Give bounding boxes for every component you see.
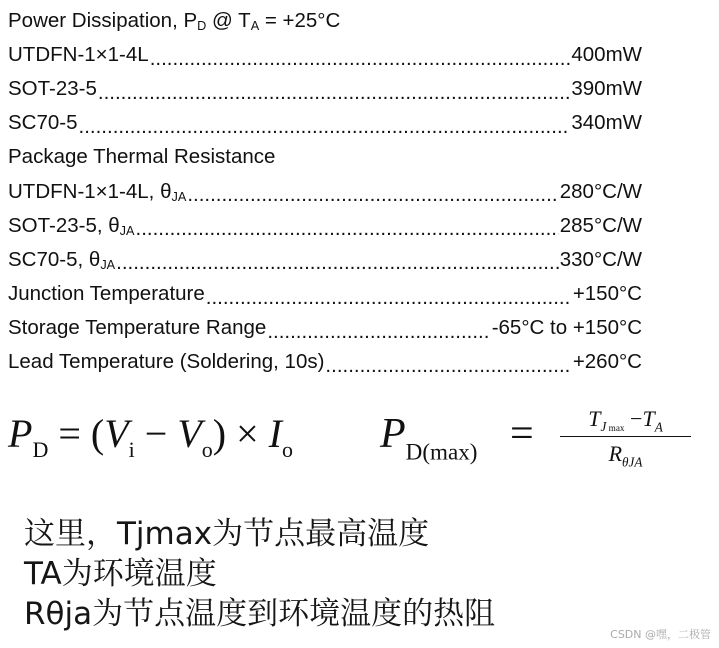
spec-label-sub: JA bbox=[171, 188, 187, 204]
spec-value: +150°C bbox=[572, 281, 642, 305]
spec-table bbox=[8, 4, 642, 379]
dot-leader bbox=[150, 49, 571, 70]
spec-label bbox=[8, 43, 149, 67]
spec-row bbox=[8, 345, 642, 379]
spec-row bbox=[8, 209, 642, 243]
dot-leader bbox=[187, 185, 558, 206]
spec-label bbox=[8, 214, 135, 238]
f1-v1-sub: i bbox=[128, 436, 135, 462]
spec-row bbox=[8, 277, 642, 311]
spec-row bbox=[8, 72, 642, 106]
spec-heading bbox=[8, 4, 642, 38]
f2-tj-sub bbox=[600, 419, 624, 434]
spec-value: -65°C to +150°C bbox=[491, 315, 642, 339]
dot-leader bbox=[116, 253, 559, 274]
f2-lhs bbox=[380, 410, 478, 465]
spec-label-sub: D bbox=[197, 18, 207, 34]
spec-label bbox=[8, 248, 115, 272]
spec-label-text: = +25°C bbox=[259, 9, 341, 33]
spec-value: 330°C/W bbox=[559, 247, 642, 271]
f2-num-minus: − bbox=[624, 406, 643, 431]
note-line: 这里，Tjmax为节点最高温度 bbox=[24, 516, 430, 552]
dot-leader bbox=[136, 219, 559, 240]
explanation-notes bbox=[24, 514, 495, 634]
dot-leader bbox=[267, 322, 490, 343]
spec-label bbox=[8, 350, 324, 374]
f2-ta-sub: A bbox=[654, 419, 663, 435]
note-line: Rθja为节点温度到环境温度的热阻 bbox=[24, 596, 496, 632]
f1-v1: V bbox=[104, 411, 129, 456]
spec-label-text: Package Thermal Resistance bbox=[8, 145, 276, 169]
dot-leader bbox=[206, 288, 572, 309]
f1-p-sub: D bbox=[32, 436, 49, 462]
f1-minus: − bbox=[134, 411, 178, 456]
spec-label bbox=[8, 180, 186, 204]
spec-label-sub: JA bbox=[119, 222, 135, 238]
f2-p-sub: D(max) bbox=[405, 438, 478, 465]
spec-value: 340mW bbox=[571, 111, 642, 135]
spec-label bbox=[8, 77, 97, 101]
spec-label-text: SOT-23-5 bbox=[8, 77, 97, 101]
power-dissipation-formula bbox=[8, 410, 293, 462]
spec-value: 390mW bbox=[571, 77, 642, 101]
f1-close: ) × bbox=[212, 411, 269, 456]
f1-p: P bbox=[8, 411, 33, 456]
spec-row bbox=[8, 311, 642, 345]
spec-label bbox=[8, 9, 340, 33]
spec-label bbox=[8, 145, 275, 169]
f2-denominator bbox=[558, 437, 693, 470]
spec-value: 285°C/W bbox=[559, 213, 642, 237]
spec-value: +260°C bbox=[572, 349, 642, 373]
f2-fraction bbox=[558, 404, 693, 470]
spec-heading bbox=[8, 140, 642, 174]
spec-label-text: UTDFN-1×1-4L bbox=[8, 43, 149, 67]
spec-label bbox=[8, 111, 78, 135]
spec-value: 280°C/W bbox=[559, 179, 642, 203]
spec-row bbox=[8, 106, 642, 140]
spec-label-text: SC70-5, θ bbox=[8, 247, 101, 271]
spec-label-text: Junction Temperature bbox=[8, 281, 205, 305]
watermark: CSDN @嘿，二极管 bbox=[610, 628, 711, 641]
dot-leader bbox=[98, 83, 570, 104]
spec-row bbox=[8, 174, 642, 208]
dot-leader bbox=[325, 356, 571, 377]
spec-label bbox=[8, 282, 205, 306]
f1-v2: V bbox=[177, 411, 202, 456]
spec-label-sub: A bbox=[250, 18, 260, 34]
spec-row bbox=[8, 38, 642, 72]
f2-r-sub: θJA bbox=[622, 454, 643, 470]
spec-label-text: @ T bbox=[206, 9, 251, 33]
spec-label-text: Lead Temperature (Soldering, 10s) bbox=[8, 349, 325, 373]
f2-tj-sub-max: max bbox=[606, 423, 625, 434]
f2-p: P bbox=[380, 411, 406, 457]
dot-leader bbox=[79, 117, 571, 138]
spec-row bbox=[8, 243, 642, 277]
f2-eq: = bbox=[510, 411, 534, 457]
f1-i: I bbox=[268, 411, 282, 456]
spec-label-sub: JA bbox=[100, 256, 116, 272]
f1-i-sub: o bbox=[282, 436, 293, 462]
spec-label bbox=[8, 316, 266, 340]
f1-v2-sub: o bbox=[201, 436, 213, 462]
f2-numerator bbox=[558, 404, 693, 434]
f2-ta: T bbox=[642, 406, 655, 431]
spec-value: 400mW bbox=[571, 43, 642, 67]
spec-label-text: SOT-23-5, θ bbox=[8, 213, 120, 237]
spec-label-text: Storage Temperature Range bbox=[8, 315, 267, 339]
f1-eq: = ( bbox=[48, 411, 105, 456]
formulas bbox=[0, 396, 719, 496]
f2-r: R bbox=[608, 441, 623, 466]
f2-tj-sub-j: J bbox=[600, 419, 607, 435]
f2-tj: T bbox=[588, 406, 601, 431]
note-line: TA为环境温度 bbox=[24, 556, 217, 592]
spec-label-text: Power Dissipation, P bbox=[8, 9, 198, 33]
spec-label-text: UTDFN-1×1-4L, θ bbox=[8, 179, 172, 203]
spec-label-text: SC70-5 bbox=[8, 111, 78, 135]
